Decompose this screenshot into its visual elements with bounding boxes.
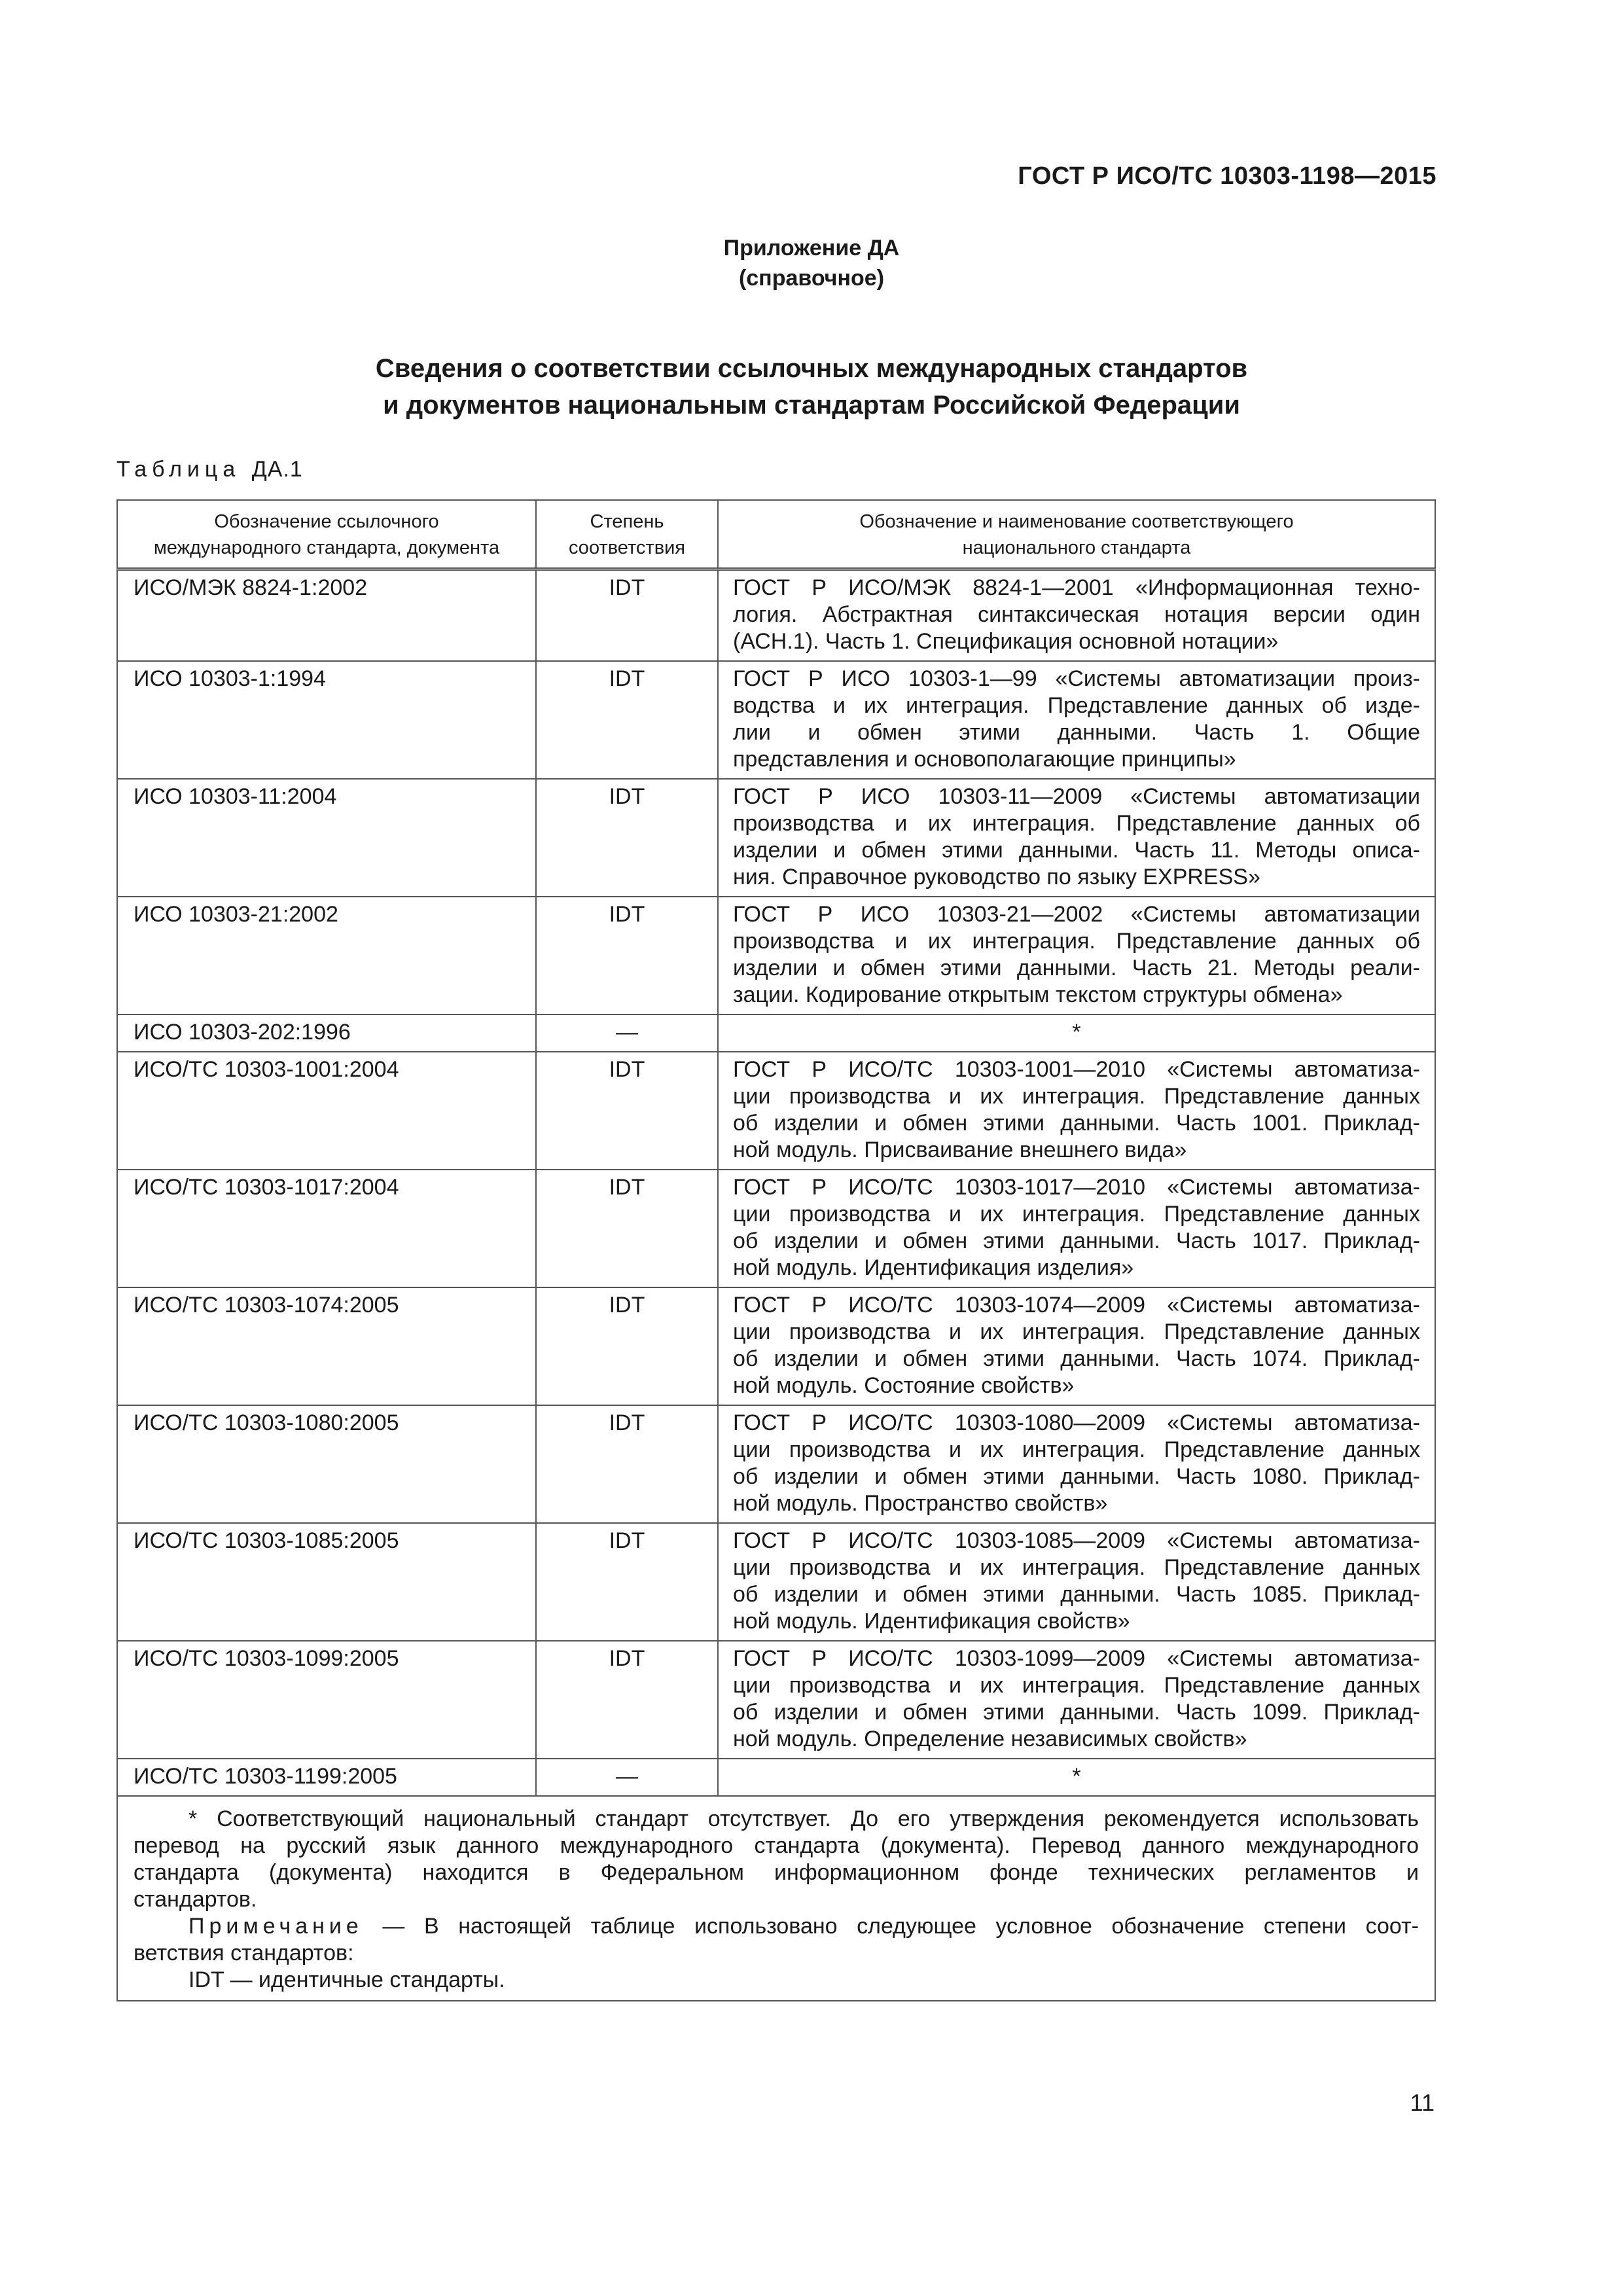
header-line: Степень — [590, 511, 664, 532]
idt-definition: IDT — идентичные стандарты. — [188, 1967, 505, 1992]
national-standard-line: ции производства и их интеграция. Представление данных — [733, 1437, 1420, 1462]
international-standard-cell: ИСО/ТС 10303-1074:2005 — [117, 1287, 536, 1405]
international-standard-cell: ИСО/ТС 10303-1085:2005 — [117, 1523, 536, 1641]
national-standard-line: ГОСТ Р ИСО/ТС 10303-1074—2009 «Системы автоматиза- — [733, 1293, 1420, 1318]
national-standard-line: ной модуль. Определение независимых свойств» — [733, 1727, 1247, 1751]
international-standard-cell: ИСО/МЭК 8824-1:2002 — [117, 569, 536, 662]
national-standard-line: * — [1072, 1020, 1081, 1045]
national-standard-cell — [718, 1523, 1435, 1641]
table-caption-word: Таблица — [116, 457, 241, 482]
correspondence-table — [116, 499, 1436, 2001]
national-standard-line: ГОСТ Р ИСО/ТС 10303-1001—2010 «Системы автоматиза- — [733, 1057, 1420, 1082]
national-standard-line: производства и их интеграция. Представление данных об — [733, 929, 1420, 954]
national-standard-cell — [718, 1014, 1435, 1052]
international-standard-cell: ИСО/ТС 10303-1017:2004 — [117, 1170, 536, 1287]
degree-cell: IDT — [536, 1641, 718, 1759]
header-line: Обозначение ссылочного — [214, 511, 439, 532]
international-standard-cell: ИСО 10303-11:2004 — [117, 779, 536, 897]
national-standard-line: ной модуль. Состояние свойств» — [733, 1373, 1075, 1398]
national-standard-line: ции производства и их интеграция. Представление данных — [733, 1673, 1420, 1698]
table-row — [117, 1523, 1435, 1641]
header-line: международного стандарта, документа — [153, 537, 500, 558]
national-standard-line: ГОСТ Р ИСО/ТС 10303-1085—2009 «Системы автоматиза- — [733, 1528, 1420, 1553]
table-row — [117, 661, 1435, 779]
note-line — [134, 1913, 1419, 1940]
degree-cell: — — [536, 1759, 718, 1796]
table-footnote — [117, 1796, 1435, 2001]
national-standard-line: ции производства и их интеграция. Представление данных — [733, 1202, 1420, 1227]
national-standard-line: об изделии и обмен этими данными. Часть 1017. Приклад- — [733, 1229, 1420, 1253]
header-line: национального стандарта — [962, 537, 1191, 558]
national-standard-line: ГОСТ Р ИСО/МЭК 8824-1—2001 «Информационная техно- — [733, 575, 1420, 600]
national-standard-line: ной модуль. Идентификация изделия» — [733, 1255, 1134, 1280]
table-row — [117, 569, 1435, 662]
document-code-header: ГОСТ Р ИСО/ТС 10303-1198—2015 — [1018, 162, 1436, 190]
degree-cell: IDT — [536, 1052, 718, 1170]
national-standard-cell — [718, 1287, 1435, 1405]
section-title-line: Сведения о соответствии ссылочных международных стандартов — [375, 354, 1248, 383]
national-standard-line: ции производства и их интеграция. Представление данных — [733, 1555, 1420, 1580]
national-standard-line: представления и основополагающие принципы» — [733, 747, 1236, 772]
national-standard-line: логия. Абстрактная синтаксическая нотация версии один — [733, 602, 1420, 627]
table-row — [117, 1014, 1435, 1052]
international-standard-cell: ИСО/ТС 10303-1099:2005 — [117, 1641, 536, 1759]
degree-cell: — — [536, 1014, 718, 1052]
footnote-line: * Соответствующий национальный стандарт отсутствует. До его утверждения рекомендуется использовать — [188, 1806, 1419, 1831]
international-standard-cell: ИСО 10303-202:1996 — [117, 1014, 536, 1052]
national-standard-line: об изделии и обмен этими данными. Часть 1085. Приклад- — [733, 1582, 1420, 1607]
national-standard-line: ной модуль. Присваивание внешнего вида» — [733, 1138, 1187, 1162]
table-row — [117, 1641, 1435, 1759]
national-standard-line: (АСН.1). Часть 1. Спецификация основной нотации» — [733, 629, 1279, 654]
degree-cell: IDT — [536, 897, 718, 1014]
national-standard-line: лии и обмен этими данными. Часть 1. Общие — [733, 720, 1420, 745]
footnote-line: перевод на русский язык данного международного стандарта (документа). Перевод данного международного — [134, 1833, 1419, 1858]
table-row — [117, 1405, 1435, 1523]
degree-cell: IDT — [536, 1287, 718, 1405]
national-standard-cell — [718, 1641, 1435, 1759]
table-row — [117, 1052, 1435, 1170]
national-standard-line: об изделии и обмен этими данными. Часть 1074. Приклад- — [733, 1346, 1420, 1371]
table-header-row — [117, 500, 1435, 569]
degree-cell: IDT — [536, 1170, 718, 1287]
annex-title: Приложение ДА — [723, 236, 900, 260]
national-standard-line: об изделии и обмен этими данными. Часть 1099. Приклад- — [733, 1700, 1420, 1725]
national-standard-line: ции производства и их интеграция. Представление данных — [733, 1319, 1420, 1344]
national-standard-line: * — [1072, 1764, 1081, 1789]
table-caption — [116, 457, 303, 482]
national-standard-line: ной модуль. Пространство свойств» — [733, 1491, 1108, 1516]
international-standard-cell: ИСО 10303-21:2002 — [117, 897, 536, 1014]
national-standard-cell — [718, 1759, 1435, 1796]
national-standard-line: ГОСТ Р ИСО 10303-11—2009 «Системы автоматизации — [733, 784, 1420, 809]
table-caption-number: ДА.1 — [251, 457, 303, 482]
table-row — [117, 1287, 1435, 1405]
international-standard-cell: ИСО/ТС 10303-1080:2005 — [117, 1405, 536, 1523]
national-standard-line: зации. Кодирование открытым текстом структуры обмена» — [733, 982, 1343, 1007]
national-standard-cell — [718, 779, 1435, 897]
national-standard-line: ГОСТ Р ИСО 10303-21—2002 «Системы автоматизации — [733, 902, 1420, 927]
table-row — [117, 897, 1435, 1014]
degree-cell: IDT — [536, 779, 718, 897]
national-standard-cell — [718, 661, 1435, 779]
table-row — [117, 1759, 1435, 1796]
header-degree — [536, 500, 718, 569]
note-text: — В настоящей таблице использовано следующее условное обозначение степени соот- — [363, 1914, 1419, 1939]
footnote-line: стандартов. — [134, 1887, 257, 1912]
national-standard-line: ГОСТ Р ИСО/ТС 10303-1017—2010 «Системы автоматиза- — [733, 1175, 1420, 1200]
national-standard-cell — [718, 1170, 1435, 1287]
international-standard-cell: ИСО/ТС 10303-1001:2004 — [117, 1052, 536, 1170]
note-label: Примечание — [188, 1914, 363, 1939]
national-standard-line: водства и их интеграция. Представление данных об изде- — [733, 693, 1420, 718]
page-number: 11 — [1410, 2089, 1435, 2116]
national-standard-cell — [718, 569, 1435, 662]
national-standard-line: об изделии и обмен этими данными. Часть 1080. Приклад- — [733, 1464, 1420, 1489]
national-standard-line: изделии и обмен этими данными. Часть 21. Методы реали- — [733, 956, 1420, 980]
header-line: соответствия — [568, 537, 686, 558]
national-standard-line: ния. Справочное руководство по языку EXPRESS» — [733, 865, 1260, 889]
annex-kind: (справочное) — [738, 266, 885, 291]
degree-cell: IDT — [536, 1523, 718, 1641]
national-standard-line: изделии и обмен этими данными. Часть 11. Методы описа- — [733, 838, 1420, 863]
national-standard-cell — [718, 1405, 1435, 1523]
national-standard-line: об изделии и обмен этими данными. Часть 1001. Приклад- — [733, 1111, 1420, 1136]
international-standard-cell: ИСО/ТС 10303-1199:2005 — [117, 1759, 536, 1796]
table-row — [117, 1170, 1435, 1287]
national-standard-cell — [718, 897, 1435, 1014]
national-standard-line: ГОСТ Р ИСО/ТС 10303-1099—2009 «Системы автоматиза- — [733, 1646, 1420, 1671]
national-standard-line: производства и их интеграция. Представление данных об — [733, 811, 1420, 836]
table-body — [117, 569, 1435, 1797]
footnote-line: стандарта (документа) находится в Федеральном информационном фонде технических регламентов и — [134, 1860, 1419, 1885]
degree-cell: IDT — [536, 1405, 718, 1523]
national-standard-line: ной модуль. Идентификация свойств» — [733, 1609, 1130, 1634]
header-international-standard — [117, 500, 536, 569]
annex-title-block — [0, 233, 1623, 293]
table-footnote-row — [117, 1796, 1435, 2001]
degree-cell: IDT — [536, 569, 718, 662]
national-standard-line: ГОСТ Р ИСО 10303-1—99 «Системы автоматизации произ- — [733, 666, 1420, 691]
table-row — [117, 779, 1435, 897]
header-national-standard — [718, 500, 1435, 569]
note-line: ветствия стандартов: — [134, 1941, 354, 1965]
international-standard-cell: ИСО 10303-1:1994 — [117, 661, 536, 779]
section-title-line: и документов национальным стандартам Российской Федерации — [383, 391, 1240, 420]
degree-cell: IDT — [536, 661, 718, 779]
header-line: Обозначение и наименование соответствующего — [859, 511, 1294, 532]
national-standard-line: ции производства и их интеграция. Представление данных — [733, 1084, 1420, 1109]
national-standard-cell — [718, 1052, 1435, 1170]
section-title — [0, 350, 1623, 423]
national-standard-line: ГОСТ Р ИСО/ТС 10303-1080—2009 «Системы автоматиза- — [733, 1410, 1420, 1435]
